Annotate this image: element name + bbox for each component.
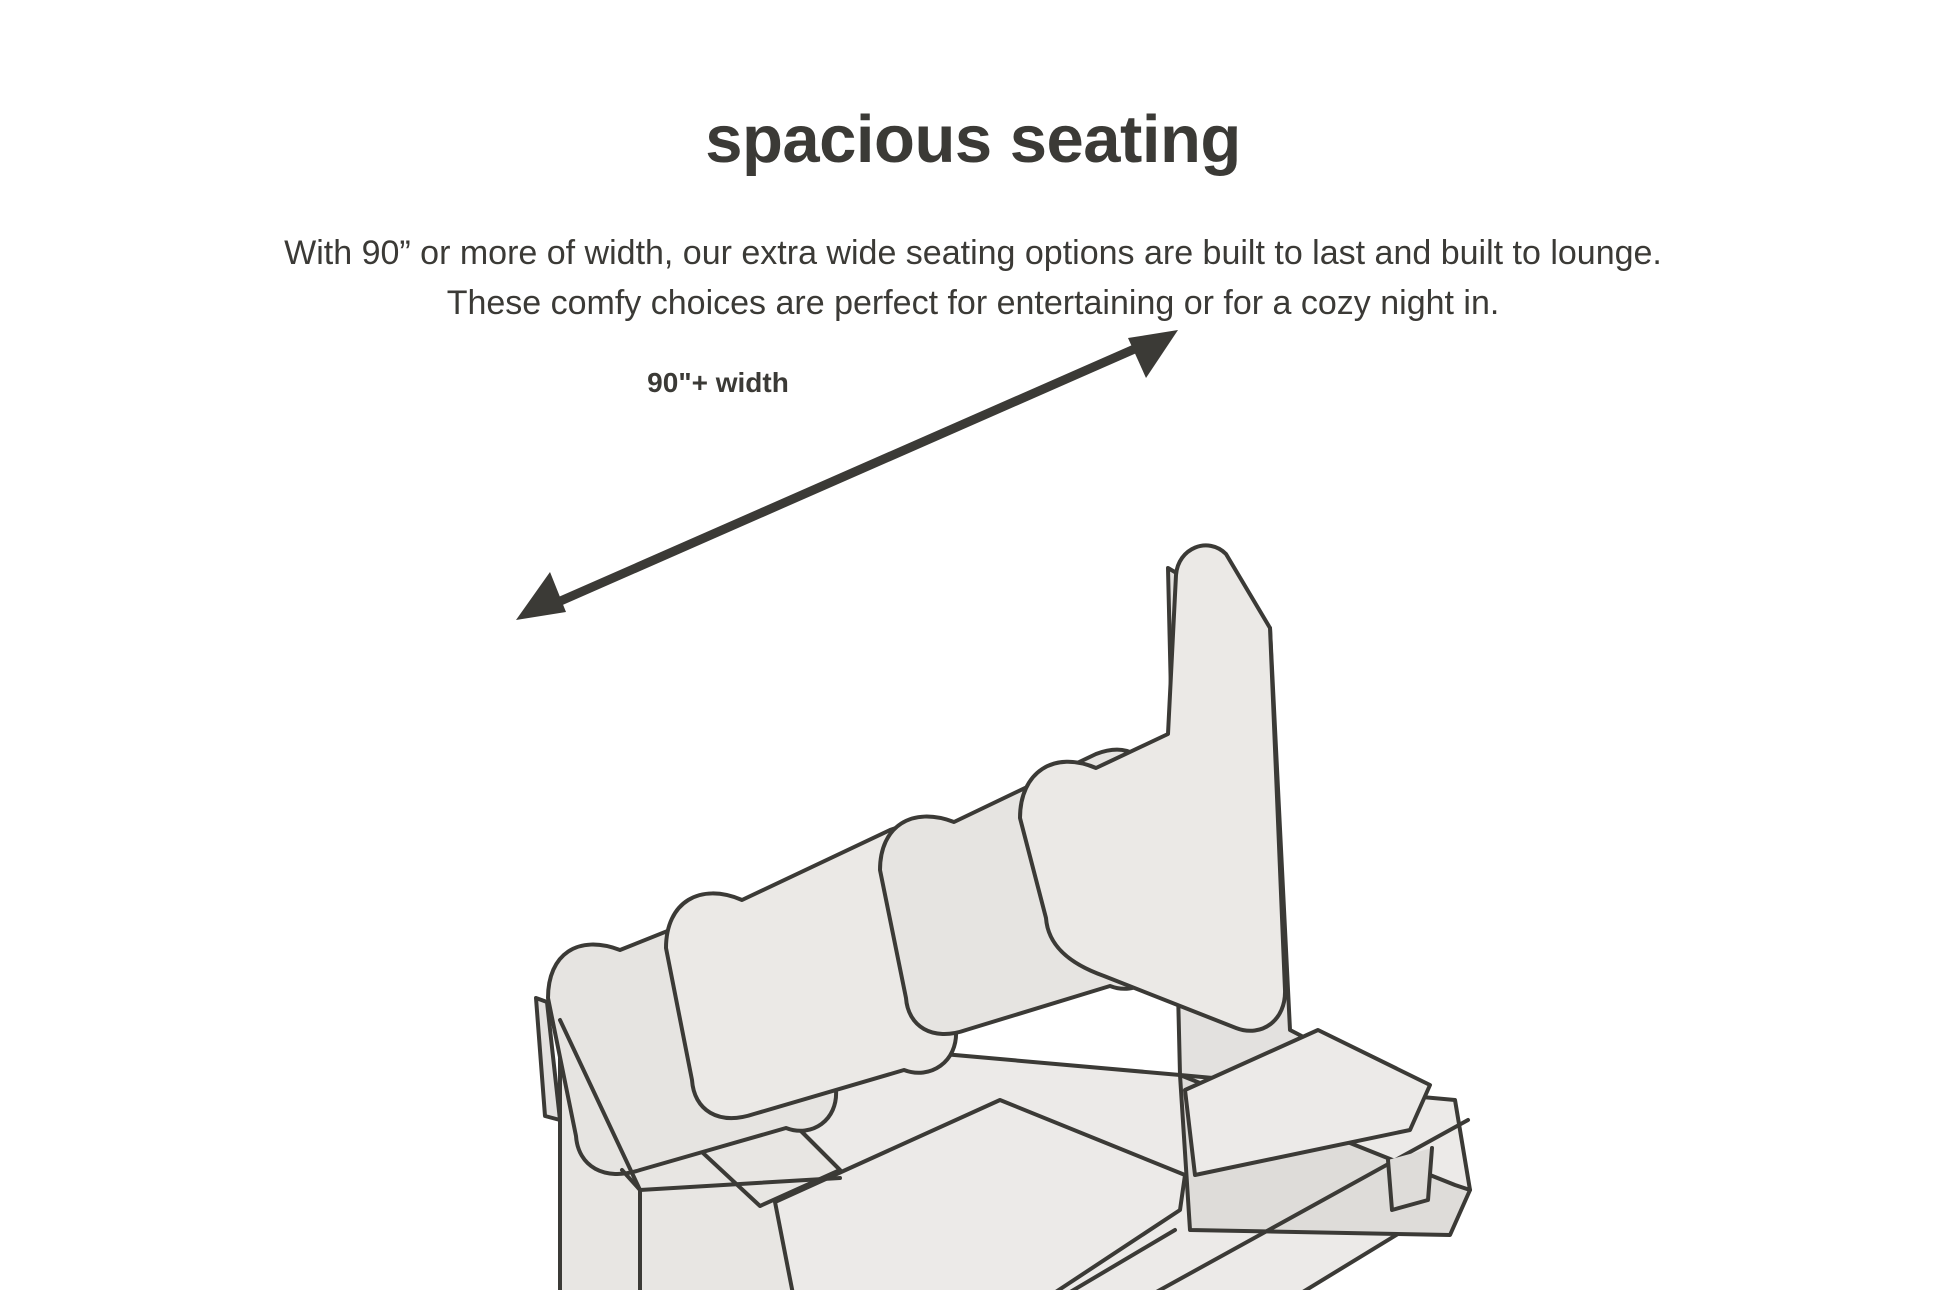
page-subtitle-line-1: With 90” or more of width, our extra wide seating options are built to last and built to lounge. <box>284 234 1662 272</box>
sofa-body-group <box>536 545 1470 1290</box>
sofa-line-drawing-svg <box>0 330 1946 1290</box>
dimension-arrow-head-left <box>516 572 566 620</box>
page-subtitle-line-2: These comfy choices are perfect for entertaining or for a cozy night in. <box>446 284 1500 323</box>
dimension-arrow-head-right <box>1128 330 1178 378</box>
dimension-label: 90"+ width <box>647 367 789 398</box>
sofa-illustration <box>0 330 1946 1290</box>
dimension-arrow-shaft <box>540 340 1155 610</box>
page-title: spacious seating <box>705 102 1241 177</box>
page-subtitle <box>0 228 1946 329</box>
width-dimension-arrow <box>516 330 1178 620</box>
